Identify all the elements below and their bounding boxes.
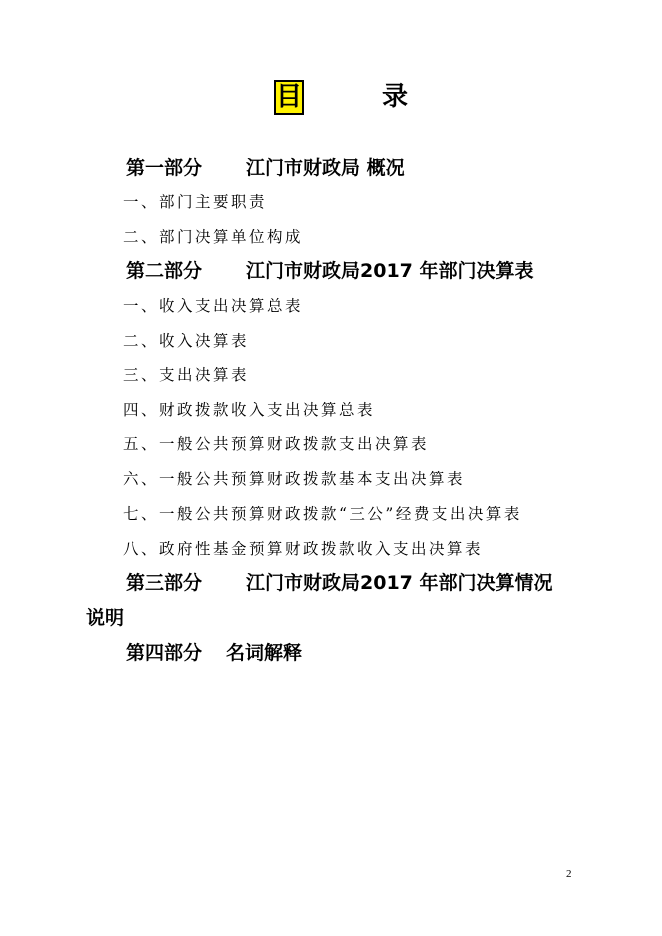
toc-title <box>0 78 662 118</box>
toc-item[interactable]: 一、部门主要职责 <box>123 193 268 211</box>
toc-item[interactable]: 七、一般公共预算财政拨款“三公”经费支出决算表 <box>123 505 522 523</box>
toc-section-3-continuation[interactable]: 说明 <box>86 607 125 629</box>
section-label: 第一部分 <box>126 157 203 179</box>
section-label: 第三部分 <box>126 572 203 594</box>
section-name: 名词解释 <box>226 642 303 664</box>
toc-section-2[interactable] <box>126 259 534 283</box>
toc-item[interactable]: 五、一般公共预算财政拨款支出决算表 <box>123 435 430 453</box>
toc-item[interactable]: 八、政府性基金预算财政拨款收入支出决算表 <box>123 540 484 558</box>
section-label: 第四部分 <box>126 642 203 664</box>
toc-section-1[interactable] <box>126 156 405 180</box>
section-name: 江门市财政局2017 年部门决算表 <box>246 260 534 282</box>
toc-section-4[interactable] <box>126 641 302 665</box>
toc-title-char: 录 <box>382 82 409 112</box>
toc-section-3[interactable] <box>126 571 553 595</box>
toc-item[interactable]: 三、支出决算表 <box>123 366 250 384</box>
toc-item[interactable]: 二、部门决算单位构成 <box>123 228 304 246</box>
section-label: 第二部分 <box>126 260 203 282</box>
toc-item[interactable]: 二、收入决算表 <box>123 332 250 350</box>
toc-title-highlighted-char: 目 <box>274 80 304 115</box>
toc-item[interactable]: 四、财政拨款收入支出决算总表 <box>123 401 376 419</box>
page-number: 2 <box>566 868 572 880</box>
toc-item[interactable]: 六、一般公共预算财政拨款基本支出决算表 <box>123 470 466 488</box>
section-name: 江门市财政局2017 年部门决算情况 <box>246 572 553 594</box>
section-name: 江门市财政局 概况 <box>246 157 405 179</box>
toc-item[interactable]: 一、收入支出决算总表 <box>123 297 304 315</box>
